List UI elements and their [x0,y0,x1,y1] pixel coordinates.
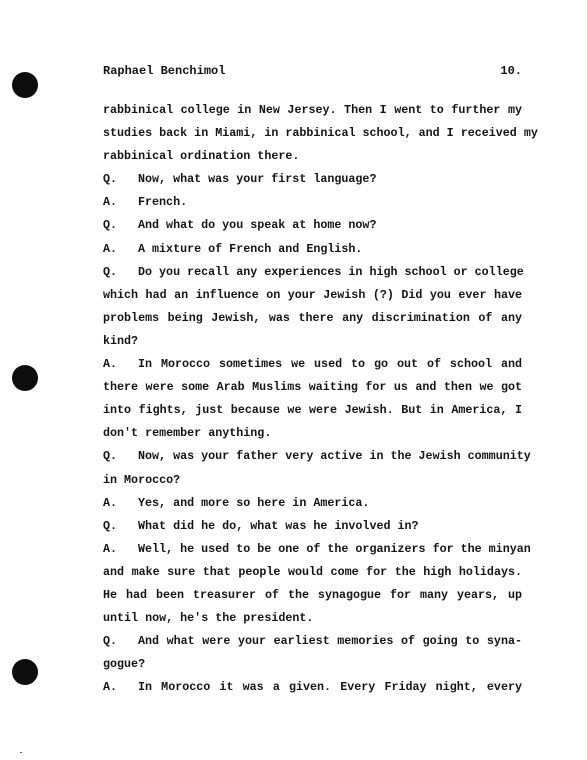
question-label: Q. [103,172,118,187]
line-text: A mixture of French and English. [138,241,363,256]
answer-label: A. [103,495,118,510]
line-text: In Morocco it was a given. Every Friday night, every [138,680,522,695]
transcript-line [103,191,522,214]
transcript-line [103,145,522,168]
line-text: rabbinical college in New Jersey. Then I went to further my [103,103,522,117]
page-header [103,64,522,78]
line-text: into fights, just because we were Jewish. But in America, I [103,403,522,418]
transcript-line [103,99,522,122]
line-text: Now, was your father very active in the Jewish community [138,449,531,464]
line-text: He had been treasurer of the synagogue for many years, up [103,587,522,602]
line-text: rabbinical ordination there. [103,149,300,164]
transcript-line [103,538,531,561]
line-text: studies back in Miami, in rabbinical school, and I received my [103,126,538,141]
line-text: don't remember anything. [103,426,272,441]
line-text: kind? [103,333,139,348]
transcript-line [103,168,522,191]
line-text: Well, he used to be one of the organizers for the minyan [138,541,531,556]
answer-label: A. [103,541,118,556]
transcript-line [103,122,538,145]
line-text: in Morocco? [103,472,181,487]
line-text: Now, what was your first language? [138,172,377,187]
transcript-line [103,261,522,284]
transcript-line [103,284,522,307]
transcript-line [103,330,522,353]
line-text: French. [138,195,188,210]
transcript-line [103,238,522,261]
line-text: and make sure that people would come for the high holidays. [103,564,522,579]
transcript-line [103,422,522,445]
transcript-line [103,515,522,538]
transcript-line [103,307,522,330]
question-label: Q. [103,218,118,233]
transcript-line [103,353,522,376]
transcript-line [103,469,522,492]
answer-label: A. [103,195,118,210]
punch-hole-bottom [12,659,38,685]
transcript-line [103,214,522,237]
transcript-line [103,653,522,676]
transcript-line [103,445,531,468]
line-text: there were some Arab Muslims waiting for us and then we got [103,380,522,395]
transcript-line [103,376,522,399]
interviewee-name: Raphael Benchimol [103,64,226,78]
line-text: until now, he's the president. [103,611,314,626]
line-text: gogue? [103,657,146,672]
punch-hole-middle [12,365,38,391]
answer-label: A. [103,357,118,372]
transcript-line [103,584,522,607]
question-label: Q. [103,634,118,649]
answer-label: A. [103,680,118,695]
transcript-line [103,492,522,515]
line-text: problems being Jewish, was there any discrimination of any [103,310,522,325]
line-text: which had an influence on your Jewish (?) Did you ever have [103,287,522,302]
line-text: And what do you speak at home now? [138,218,377,233]
scan-speck [20,752,22,753]
transcript-line [103,561,522,584]
line-text: And what were your earliest memories of going to syna- [138,634,522,649]
transcript-line [103,630,522,653]
transcript-line [103,607,522,630]
line-text: Do you recall any experiences in high school or college [138,264,524,279]
transcript-line [103,676,522,699]
transcript-line [103,399,522,422]
line-text: What did he do, what was he involved in? [138,518,419,533]
line-text: Yes, and more so here in America. [138,495,370,510]
transcript-body [103,99,538,699]
punch-hole-top [12,72,38,98]
question-label: Q. [103,449,118,464]
question-label: Q. [103,264,118,279]
page-number: 10. [500,64,522,78]
question-label: Q. [103,518,118,533]
answer-label: A. [103,241,118,256]
line-text: In Morocco sometimes we used to go out of school and [138,357,522,372]
